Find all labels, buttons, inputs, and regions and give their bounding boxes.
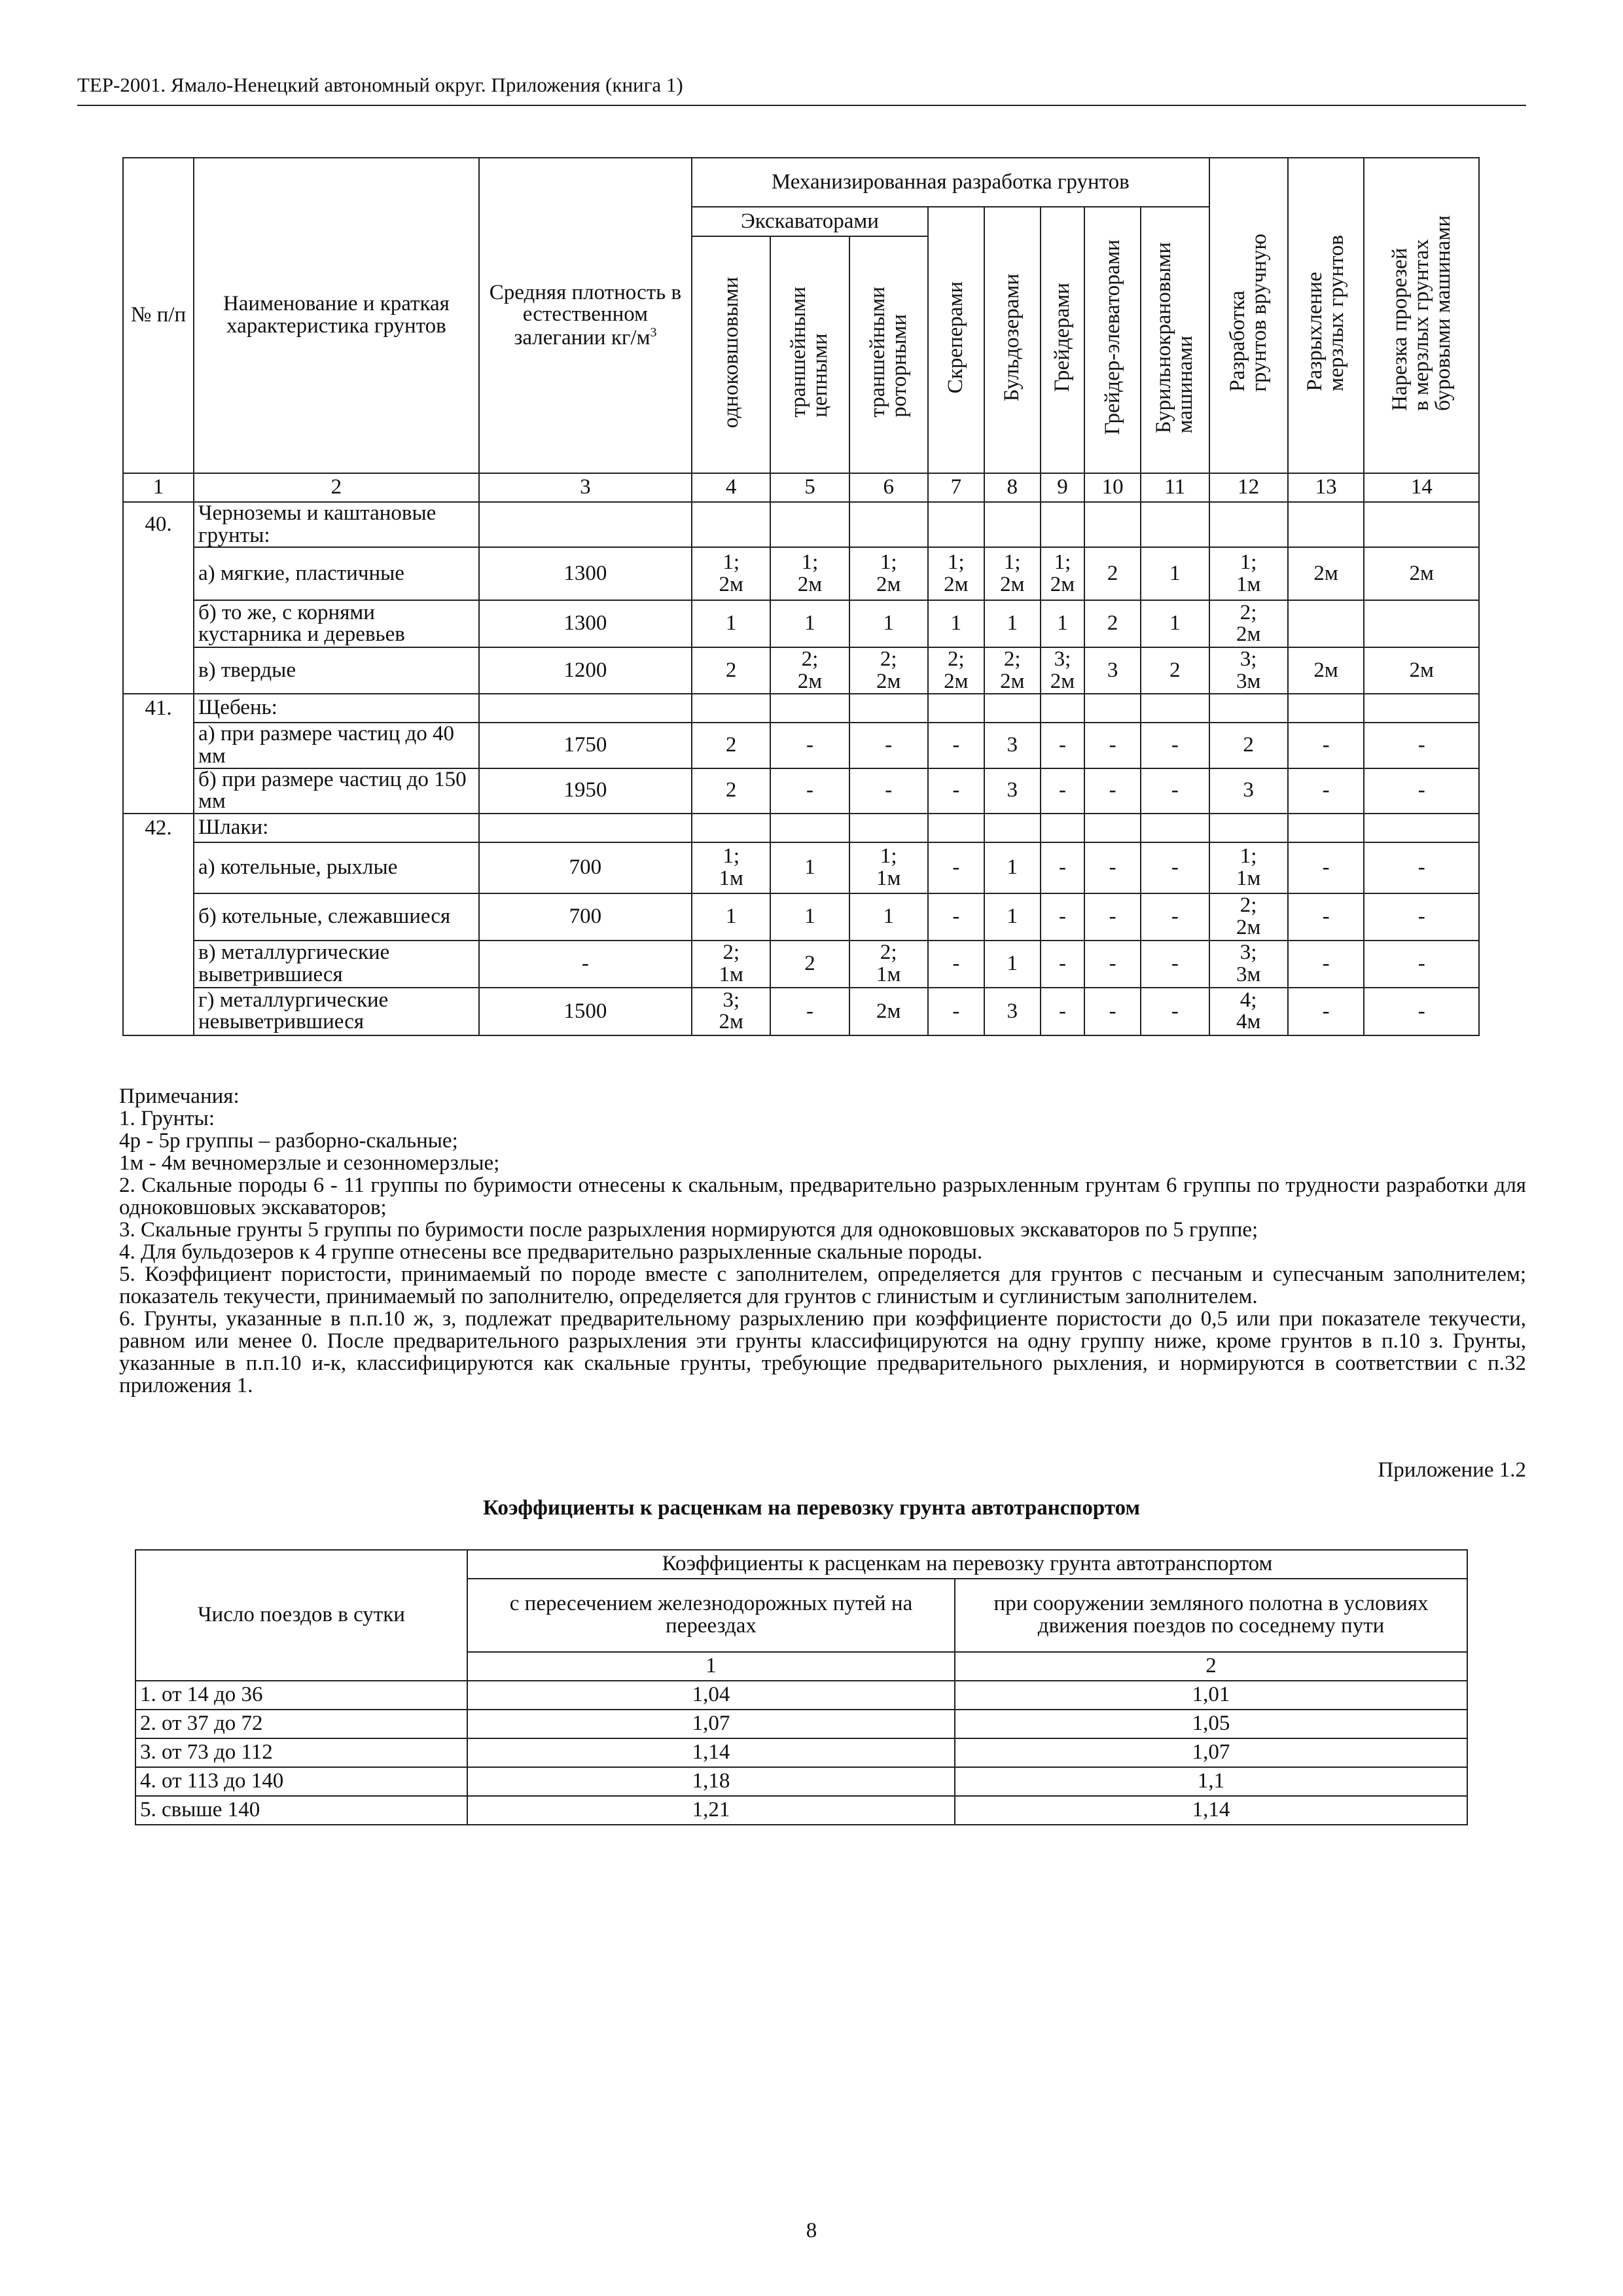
- empty-cell: [1288, 814, 1364, 842]
- colnum: 7: [928, 473, 984, 502]
- empty-cell: [928, 694, 984, 723]
- norm-cell: 2; 2м: [984, 647, 1041, 694]
- coef-adjacent: 1,01: [955, 1681, 1467, 1710]
- soil-name: б) котельные, слежавшиеся: [194, 893, 479, 941]
- empty-cell: [928, 502, 984, 547]
- norm-cell: -: [1084, 941, 1141, 988]
- head-c14: Нарезка прорезей в мерзлых грунтах буровыми машинами: [1364, 158, 1479, 473]
- empty-cell: [1209, 814, 1288, 842]
- appendix-label: Приложение 1.2: [1378, 1458, 1526, 1482]
- empty-cell: [1084, 502, 1141, 547]
- norm-cell: 2; 1м: [692, 941, 770, 988]
- norm-cell: 3: [984, 988, 1041, 1035]
- coef-adjacent: 1,1: [955, 1767, 1467, 1796]
- colnum: 8: [984, 473, 1041, 502]
- norm-cell: 3: [1084, 647, 1141, 694]
- norm-cell: -: [1364, 893, 1479, 941]
- empty-cell: [1141, 502, 1209, 547]
- norm-cell: -: [928, 842, 984, 893]
- group-title: Черноземы и каштановые грунты:: [194, 502, 479, 547]
- group-title-row: [123, 814, 1479, 842]
- empty-cell: [692, 694, 770, 723]
- empty-cell: [1209, 694, 1288, 723]
- norm-cell: 1: [770, 893, 849, 941]
- group-number: 42.: [123, 814, 194, 842]
- norm-cell: 3: [984, 768, 1041, 814]
- colnum: 9: [1041, 473, 1085, 502]
- norm-cell: -: [1041, 842, 1085, 893]
- density-cell: 1500: [479, 988, 692, 1035]
- head-num: № п/п: [123, 158, 194, 473]
- norm-cell: -: [1288, 723, 1364, 768]
- density-cell: 1200: [479, 647, 692, 694]
- coef-crossing: 1,07: [467, 1710, 955, 1738]
- norm-cell: 1; 2м: [692, 547, 770, 600]
- norm-cell: 2; 2м: [770, 647, 849, 694]
- table-row: [135, 1710, 1467, 1738]
- empty-cell: [770, 502, 849, 547]
- page-number: 8: [806, 2219, 817, 2242]
- note-1a: 4р - 5р группы – разборно-скальные;: [119, 1128, 458, 1153]
- norm-cell: 3: [984, 723, 1041, 768]
- table-row: [123, 723, 1479, 768]
- table-row: [135, 1767, 1467, 1796]
- norm-cell: -: [1041, 768, 1085, 814]
- t2-head-left: Число поездов в сутки: [135, 1550, 467, 1681]
- norm-cell: 1: [1141, 600, 1209, 647]
- norm-cell: 2: [692, 647, 770, 694]
- group-number: 40.: [123, 502, 194, 547]
- soil-name: в) твердые: [194, 647, 479, 694]
- norm-cell: 1: [770, 842, 849, 893]
- norm-cell: -: [1288, 768, 1364, 814]
- table-row: [123, 842, 1479, 893]
- t2-num-1: 1: [467, 1652, 955, 1681]
- soil-name: г) металлургические невыветрившиеся: [194, 988, 479, 1035]
- head-c4: одноковшовыми: [692, 236, 770, 473]
- colnum: 3: [479, 473, 692, 502]
- empty-cell: [849, 502, 928, 547]
- empty-cell: [692, 814, 770, 842]
- colnum: 1: [123, 473, 194, 502]
- norm-cell: -: [928, 893, 984, 941]
- norm-cell: -: [1084, 723, 1141, 768]
- norm-cell: 2м: [1364, 647, 1479, 694]
- soil-name: б) при размере частиц до 150 мм: [194, 768, 479, 814]
- note-4: 4. Для бульдозеров к 4 группе отнесены все предварительно разрыхленные скальные породы.: [119, 1240, 983, 1264]
- norm-cell: -: [1364, 842, 1479, 893]
- norm-cell: [1288, 600, 1364, 647]
- density-cell: 1950: [479, 768, 692, 814]
- norm-cell: 2: [1084, 600, 1141, 647]
- trains-per-day: 5. свыше 140: [135, 1796, 467, 1825]
- notes: [119, 1085, 1526, 1397]
- norm-cell: 1: [928, 600, 984, 647]
- norm-cell: 2м: [1364, 547, 1479, 600]
- norm-cell: 1; 1м: [849, 842, 928, 893]
- coef-crossing: 1,21: [467, 1796, 955, 1825]
- head-c10: Грейдер-элеваторами: [1084, 207, 1141, 473]
- norm-cell: 1: [1141, 547, 1209, 600]
- head-c12: Разработка грунтов вручную: [1209, 158, 1288, 473]
- norm-cell: 3; 2м: [1041, 647, 1085, 694]
- norm-cell: 1: [1041, 600, 1085, 647]
- empty-cell: [692, 502, 770, 547]
- norm-cell: -: [1141, 893, 1209, 941]
- empty-cell: [1084, 694, 1141, 723]
- table-row: [123, 941, 1479, 988]
- head-name: Наименование и краткая характеристика грунтов: [194, 158, 479, 473]
- empty-cell: [123, 723, 194, 768]
- head-c6: траншейными роторными: [849, 236, 928, 473]
- t2-head-c1: с пересечением железнодорожных путей на переездах: [467, 1579, 955, 1652]
- norm-cell: -: [1288, 941, 1364, 988]
- trains-per-day: 2. от 37 до 72: [135, 1710, 467, 1738]
- norm-cell: 2; 2м: [849, 647, 928, 694]
- norm-cell: 2: [1209, 723, 1288, 768]
- coef-adjacent: 1,07: [955, 1738, 1467, 1767]
- group-title-row: [123, 502, 1479, 547]
- empty-cell: [1041, 694, 1085, 723]
- norm-cell: 1; 2м: [849, 547, 928, 600]
- norm-cell: 3: [1209, 768, 1288, 814]
- norm-cell: 1; 1м: [692, 842, 770, 893]
- head-mechanized: Механизированная разработка грунтов: [692, 158, 1209, 207]
- soil-groups-table: [122, 157, 1480, 1036]
- norm-cell: 1: [984, 600, 1041, 647]
- coef-adjacent: 1,14: [955, 1796, 1467, 1825]
- norm-cell: 1; 2м: [1041, 547, 1085, 600]
- norm-cell: 2: [1141, 647, 1209, 694]
- empty-cell: [479, 502, 692, 547]
- norm-cell: 2; 2м: [1209, 600, 1288, 647]
- norm-cell: -: [928, 768, 984, 814]
- head-c11: Бурильнокрановыми машинами: [1141, 207, 1209, 473]
- head-density: Средняя плотность в естественном залегании $кг/м^3$: [479, 158, 692, 473]
- note-3: 3. Скальные грунты 5 группы по буримости после разрыхления нормируются для одноковшовых экскаваторов по 5 группе;: [119, 1217, 1258, 1242]
- empty-cell: [123, 893, 194, 941]
- empty-cell: [1288, 502, 1364, 547]
- norm-cell: 2м: [849, 988, 928, 1035]
- norm-cell: -: [1084, 988, 1141, 1035]
- header-rule: [77, 105, 1526, 106]
- soil-name: б) то же, с корнями кустарника и деревьев: [194, 600, 479, 647]
- density-cell: 1300: [479, 547, 692, 600]
- group-title: Шлаки:: [194, 814, 479, 842]
- norm-cell: 2: [692, 723, 770, 768]
- t2-head-group: Коэффициенты к расценкам на перевозку грунта автотранспортом: [467, 1550, 1467, 1579]
- norm-cell: 1: [849, 893, 928, 941]
- empty-cell: [479, 814, 692, 842]
- empty-cell: [1084, 814, 1141, 842]
- colnum: 2: [194, 473, 479, 502]
- norm-cell: -: [770, 723, 849, 768]
- norm-cell: -: [1041, 723, 1085, 768]
- empty-cell: [770, 814, 849, 842]
- head-excavators: Экскаваторами: [692, 207, 928, 236]
- norm-cell: 1: [849, 600, 928, 647]
- norm-cell: -: [1041, 893, 1085, 941]
- norm-cell: 1: [770, 600, 849, 647]
- trains-per-day: 4. от 113 до 140: [135, 1767, 467, 1796]
- note-1b: 1м - 4м вечномерзлые и сезонномерзлые;: [119, 1151, 500, 1175]
- empty-cell: [1364, 502, 1479, 547]
- coef-crossing: 1,04: [467, 1681, 955, 1710]
- empty-cell: [479, 694, 692, 723]
- coef-adjacent: 1,05: [955, 1710, 1467, 1738]
- colnum: 10: [1084, 473, 1141, 502]
- colnum: 12: [1209, 473, 1288, 502]
- norm-cell: 1: [692, 893, 770, 941]
- norm-cell: 1; 2м: [984, 547, 1041, 600]
- norm-cell: 2м: [1288, 547, 1364, 600]
- empty-cell: [1041, 502, 1085, 547]
- table-row: [135, 1681, 1467, 1710]
- t2-head-c2: при сооружении земляного полотна в условиях движения поездов по соседнему пути: [955, 1579, 1467, 1652]
- head-c7: Скреперами: [928, 207, 984, 473]
- norm-cell: 1; 2м: [770, 547, 849, 600]
- coef-crossing: 1,14: [467, 1738, 955, 1767]
- empty-cell: [984, 502, 1041, 547]
- empty-cell: [984, 814, 1041, 842]
- table-row: [135, 1796, 1467, 1825]
- norm-cell: 2; 1м: [849, 941, 928, 988]
- head-c13: Разрыхление мерзлых грунтов: [1288, 158, 1364, 473]
- soil-groups-body: [123, 502, 1479, 1035]
- norm-cell: 2: [692, 768, 770, 814]
- empty-cell: [123, 647, 194, 694]
- colnum: 14: [1364, 473, 1479, 502]
- group-title-row: [123, 694, 1479, 723]
- norm-cell: 1: [692, 600, 770, 647]
- norm-cell: 1; 2м: [928, 547, 984, 600]
- group-title: Щебень:: [194, 694, 479, 723]
- norm-cell: -: [1041, 988, 1085, 1035]
- soil-name: в) металлургические выветрившиеся: [194, 941, 479, 988]
- colnum: 5: [770, 473, 849, 502]
- norm-cell: -: [928, 941, 984, 988]
- empty-cell: [1364, 814, 1479, 842]
- norm-cell: -: [1084, 842, 1141, 893]
- density-cell: 1750: [479, 723, 692, 768]
- head-c9: Грейдерами: [1041, 207, 1085, 473]
- norm-cell: -: [1364, 723, 1479, 768]
- norm-cell: -: [1288, 842, 1364, 893]
- table-row: [123, 893, 1479, 941]
- norm-cell: -: [770, 768, 849, 814]
- colnum: 11: [1141, 473, 1209, 502]
- empty-cell: [1364, 694, 1479, 723]
- colnum: 6: [849, 473, 928, 502]
- empty-cell: [1209, 502, 1288, 547]
- empty-cell: [849, 814, 928, 842]
- t2-num-2: 2: [955, 1652, 1467, 1681]
- colnum: 13: [1288, 473, 1364, 502]
- norm-cell: -: [1141, 988, 1209, 1035]
- norm-cell: 2: [1084, 547, 1141, 600]
- empty-cell: [849, 694, 928, 723]
- norm-cell: -: [770, 988, 849, 1035]
- norm-cell: -: [849, 723, 928, 768]
- coef-crossing: 1,18: [467, 1767, 955, 1796]
- norm-cell: 1; 1м: [1209, 842, 1288, 893]
- head-c8: Бульдозерами: [984, 207, 1041, 473]
- empty-cell: [123, 768, 194, 814]
- note-5: 5. Коэффициент пористости, принимаемый по породе вместе с заполнителем, определяется для грунтов с песчаным и супесчаным заполнителем; показатель текучести, принимаемый по заполнителю, определяется для грунтов с глинистым и суглинистым заполнителем.: [119, 1262, 1526, 1308]
- density-cell: -: [479, 941, 692, 988]
- norm-cell: -: [849, 768, 928, 814]
- norm-cell: -: [1364, 988, 1479, 1035]
- norm-cell: -: [1041, 941, 1085, 988]
- colnum: 4: [692, 473, 770, 502]
- norm-cell: -: [1141, 768, 1209, 814]
- empty-cell: [123, 988, 194, 1035]
- table2-title: Коэффициенты к расценкам на перевозку грунта автотранспортом: [483, 1496, 1140, 1520]
- trains-per-day: 1. от 14 до 36: [135, 1681, 467, 1710]
- norm-cell: 3; 3м: [1209, 647, 1288, 694]
- norm-cell: -: [928, 723, 984, 768]
- norm-cell: 1: [984, 842, 1041, 893]
- note-2: 2. Скальные породы 6 - 11 группы по буримости отнесены к скальным, предварительно разрыхленным грунтам 6 группы по трудности разработки для одноковшовых экскаваторов;: [119, 1173, 1526, 1219]
- norm-cell: -: [1084, 768, 1141, 814]
- empty-cell: [1288, 694, 1364, 723]
- table-row: [123, 768, 1479, 814]
- empty-cell: [123, 842, 194, 893]
- norm-cell: 1: [984, 893, 1041, 941]
- norm-cell: -: [1364, 768, 1479, 814]
- table-row: [123, 988, 1479, 1035]
- norm-cell: 2; 2м: [928, 647, 984, 694]
- norm-cell: 2: [770, 941, 849, 988]
- norm-cell: 1; 1м: [1209, 547, 1288, 600]
- empty-cell: [1141, 694, 1209, 723]
- empty-cell: [123, 600, 194, 647]
- norm-cell: -: [928, 988, 984, 1035]
- group-number: 41.: [123, 694, 194, 723]
- table-row: [123, 600, 1479, 647]
- norm-cell: 4; 4м: [1209, 988, 1288, 1035]
- norm-cell: -: [1141, 723, 1209, 768]
- empty-cell: [1041, 814, 1085, 842]
- column-numbers-row: [123, 473, 1479, 502]
- empty-cell: [123, 547, 194, 600]
- density-cell: 1300: [479, 600, 692, 647]
- trains-per-day: 3. от 73 до 112: [135, 1738, 467, 1767]
- table-row: [123, 647, 1479, 694]
- empty-cell: [123, 941, 194, 988]
- running-header: ТЕР-2001. Ямало-Ненецкий автономный округ. Приложения (книга 1): [77, 73, 683, 96]
- norm-cell: -: [1288, 988, 1364, 1035]
- empty-cell: [1141, 814, 1209, 842]
- norm-cell: 2м: [1288, 647, 1364, 694]
- empty-cell: [928, 814, 984, 842]
- norm-cell: -: [1084, 893, 1141, 941]
- density-cell: 700: [479, 893, 692, 941]
- table-row: [135, 1738, 1467, 1767]
- soil-name: а) котельные, рыхлые: [194, 842, 479, 893]
- density-cell: 700: [479, 842, 692, 893]
- empty-cell: [770, 694, 849, 723]
- norm-cell: 3; 3м: [1209, 941, 1288, 988]
- norm-cell: -: [1288, 893, 1364, 941]
- head-c5: траншейными цепными: [770, 236, 849, 473]
- norm-cell: [1364, 600, 1479, 647]
- soil-name: а) при размере частиц до 40 мм: [194, 723, 479, 768]
- norm-cell: -: [1364, 941, 1479, 988]
- soil-name: а) мягкие, пластичные: [194, 547, 479, 600]
- norm-cell: -: [1141, 941, 1209, 988]
- coefficients-table: [135, 1549, 1468, 1825]
- notes-title: Примечания:: [119, 1085, 240, 1108]
- coefficients-body: [135, 1681, 1467, 1825]
- table-row: [123, 547, 1479, 600]
- empty-cell: [984, 694, 1041, 723]
- norm-cell: -: [1141, 842, 1209, 893]
- norm-cell: 1: [984, 941, 1041, 988]
- note-6: 6. Грунты, указанные в п.п.10 ж, з, подлежат предварительному разрыхлению при коэффициенте пористости до 0,5 или при показателе текучести, равном или менее 0. После предварительного разрыхления эти грунты классифицируются на одну группу ниже, кроме грунтов в п.10 з. Грунты, указанные в п.п.10 и-к, классифицируются как скальные грунты, требующие предварительного рыхления, и нормируются в соответствии с п.32 приложения 1.: [119, 1306, 1526, 1397]
- norm-cell: 3; 2м: [692, 988, 770, 1035]
- note-1: 1. Грунты:: [119, 1106, 215, 1130]
- norm-cell: 2; 2м: [1209, 893, 1288, 941]
